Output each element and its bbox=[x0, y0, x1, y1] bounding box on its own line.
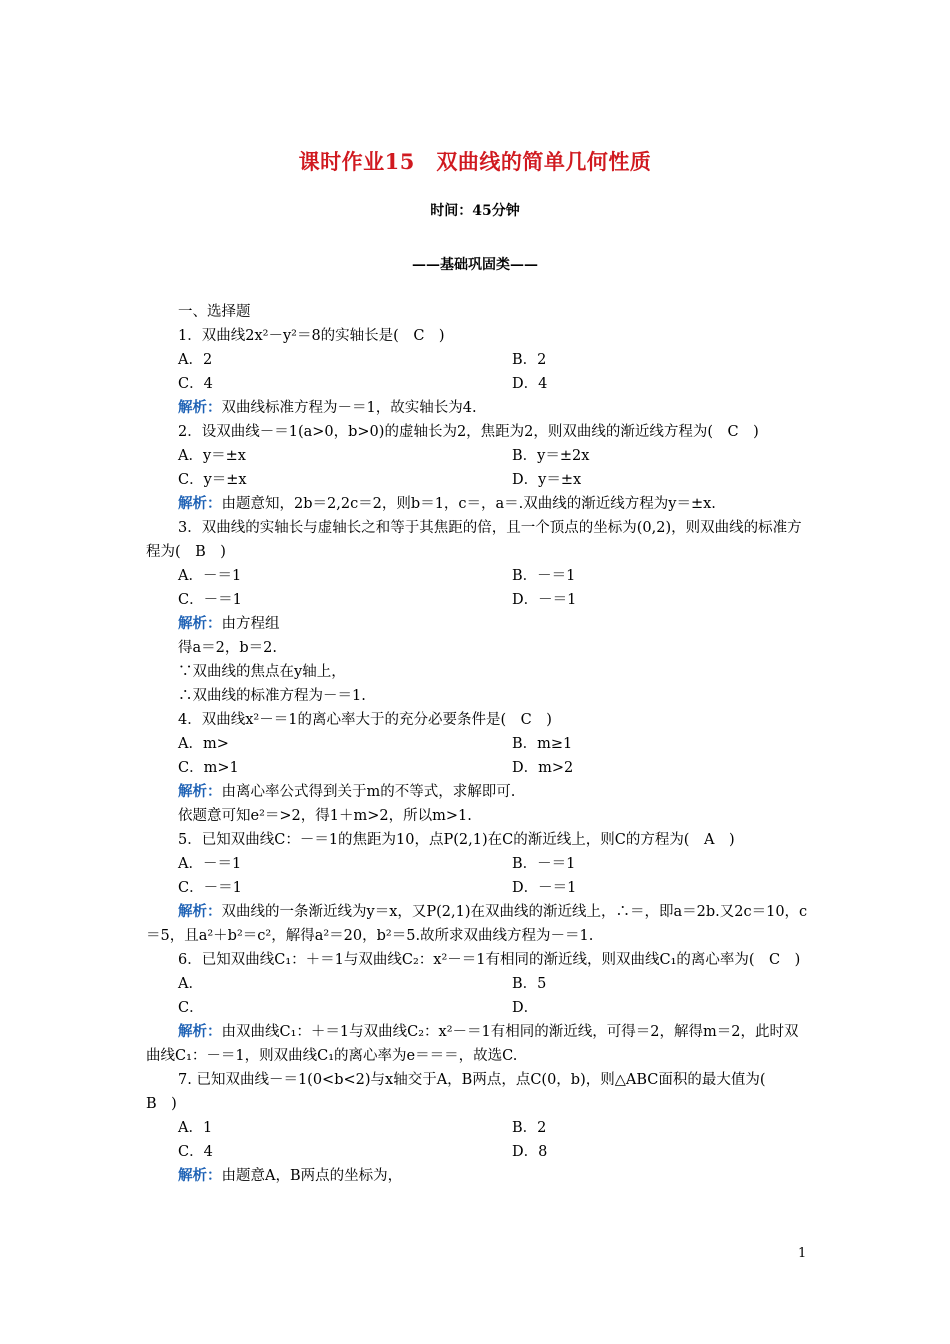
option-a: A．1 bbox=[178, 1120, 213, 1136]
options-row bbox=[146, 348, 808, 372]
options-row bbox=[146, 588, 808, 612]
option-b: B．5 bbox=[512, 976, 547, 992]
solution-label: 解析： bbox=[178, 495, 222, 512]
options-row bbox=[146, 468, 808, 492]
option-c: C．－＝1 bbox=[178, 880, 242, 896]
solution-text: 由题意知，2b＝2,2c＝2，则b＝1，c＝，a＝.双曲线的渐近线方程为y＝±x. bbox=[221, 496, 716, 512]
options-row bbox=[146, 972, 808, 996]
question-3: 3．双曲线的实轴长与虚轴长之和等于其焦距的倍，且一个顶点的坐标为(0,2)，则双曲线的标准方程为( B ) bbox=[146, 520, 802, 560]
option-d: D． bbox=[512, 1000, 539, 1016]
option-d: D．m>2 bbox=[512, 760, 574, 776]
solution-label: 解析： bbox=[178, 1167, 222, 1184]
option-b: B．－＝1 bbox=[512, 856, 576, 872]
solution-text: 由方程组 bbox=[221, 616, 280, 632]
option-a: A．－＝1 bbox=[178, 568, 242, 584]
solution-line: ∴双曲线的标准方程为－＝1. bbox=[178, 688, 366, 704]
option-c: C．4 bbox=[178, 1144, 213, 1160]
option-d: D．y＝±x bbox=[512, 472, 582, 488]
question-list bbox=[146, 300, 808, 1188]
solution-label: 解析： bbox=[178, 399, 222, 416]
options-row bbox=[146, 372, 808, 396]
option-a: A．2 bbox=[178, 352, 213, 368]
options-row bbox=[146, 1140, 808, 1164]
option-d: D．4 bbox=[512, 376, 548, 392]
option-a: A．y＝±x bbox=[178, 448, 246, 464]
solution bbox=[146, 612, 808, 636]
options-row bbox=[146, 996, 808, 1020]
solution-text: 由离心率公式得到关于m的不等式，求解即可. bbox=[221, 784, 516, 800]
question-6: 6．已知双曲线C₁：＋＝1与双曲线C₂：x²－＝1有相同的渐近线，则双曲线C₁的离心率为( C ) bbox=[178, 952, 801, 968]
question-2: 2．设双曲线－＝1(a>0，b>0)的虚轴长为2，焦距为2，则双曲线的渐近线方程为( C ) bbox=[178, 424, 759, 440]
question-4: 4．双曲线x²－＝1的离心率大于的充分必要条件是( C ) bbox=[178, 712, 552, 728]
heading-choice: 一、选择题 bbox=[178, 304, 251, 320]
option-c: C．y＝±x bbox=[178, 472, 247, 488]
option-c: C． bbox=[178, 1000, 204, 1016]
solution-line: ∵双曲线的焦点在y轴上， bbox=[178, 664, 346, 680]
option-d: D．－＝1 bbox=[512, 880, 577, 896]
page-number: 1 bbox=[798, 1246, 807, 1261]
solution-text: 由题意A，B两点的坐标为， bbox=[221, 1168, 403, 1184]
option-a: A．m> bbox=[178, 736, 229, 752]
options-row bbox=[146, 564, 808, 588]
options-row bbox=[146, 756, 808, 780]
solution-label: 解析： bbox=[178, 615, 222, 632]
page-title: 课时作业15 双曲线的简单几何性质 bbox=[298, 149, 652, 174]
options-row bbox=[146, 732, 808, 756]
solution bbox=[146, 1164, 808, 1188]
solution-label: 解析： bbox=[178, 903, 222, 920]
solution bbox=[146, 492, 808, 516]
solution bbox=[146, 780, 808, 804]
options-row bbox=[146, 852, 808, 876]
solution-text: 双曲线的一条渐近线为y＝x，又P(2,1)在双曲线的渐近线上，∴＝，即a＝2b.又2c＝10，c＝5，且a²＋b²＝c²，解得a²＝20，b²＝5.故所求双曲线方程为－＝1. bbox=[146, 904, 808, 944]
option-a: A．－＝1 bbox=[178, 856, 242, 872]
solution bbox=[146, 1020, 808, 1068]
option-b: B．2 bbox=[512, 1120, 547, 1136]
options-row bbox=[146, 1116, 808, 1140]
solution-line: 得a＝2，b＝2. bbox=[178, 640, 277, 656]
solution-label: 解析： bbox=[178, 783, 222, 800]
option-c: C．m>1 bbox=[178, 760, 239, 776]
time-limit: 时间：45分钟 bbox=[430, 203, 520, 219]
option-c: C．4 bbox=[178, 376, 213, 392]
section-heading: ——基础巩固类—— bbox=[412, 257, 538, 273]
question-5: 5．已知双曲线C：－＝1的焦距为10，点P(2,1)在C的渐近线上，则C的方程为( A ) bbox=[178, 832, 735, 848]
option-b: B．－＝1 bbox=[512, 568, 576, 584]
option-a: A． bbox=[178, 976, 203, 992]
option-d: D．8 bbox=[512, 1144, 548, 1160]
solution bbox=[146, 900, 808, 948]
question-7: 7. 已知双曲线－＝1(0<b<2)与x轴交于A，B两点，点C(0，b)，则△ABC面积的最大值为( B ) bbox=[146, 1072, 781, 1112]
option-b: B．y＝±2x bbox=[512, 448, 590, 464]
solution-text: 双曲线标准方程为－＝1，故实轴长为4. bbox=[221, 400, 477, 416]
option-b: B．m≥1 bbox=[512, 736, 573, 752]
solution bbox=[146, 396, 808, 420]
option-b: B．2 bbox=[512, 352, 547, 368]
solution-label: 解析： bbox=[178, 1023, 222, 1040]
solution-line: 依题意可知e²＝>2，得1＋m>2，所以m>1. bbox=[178, 808, 472, 824]
options-row bbox=[146, 444, 808, 468]
solution-text: 由双曲线C₁：＋＝1与双曲线C₂：x²－＝1有相同的渐近线，可得＝2，解得m＝2，此时双曲线C₁：－＝1，则双曲线C₁的离心率为e＝＝＝，故选C. bbox=[146, 1024, 799, 1064]
question-1: 1．双曲线2x²－y²＝8的实轴长是( C ) bbox=[178, 328, 445, 344]
option-d: D．－＝1 bbox=[512, 592, 577, 608]
options-row bbox=[146, 876, 808, 900]
option-c: C．－＝1 bbox=[178, 592, 242, 608]
